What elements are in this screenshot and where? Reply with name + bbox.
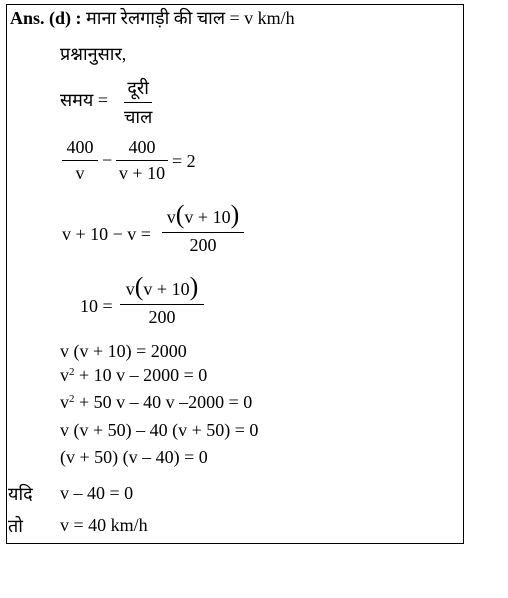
answer-label: Ans. (d) : (10, 8, 82, 28)
var-v: v (166, 207, 176, 227)
equals-two: = 2 (172, 151, 196, 171)
expr-rest: + 50 v – 40 v –2000 = 0 (74, 392, 253, 412)
eq2-numerator (162, 200, 244, 230)
eq2-fraction (162, 200, 244, 256)
exponent: 2 (69, 393, 75, 405)
eq3-fraction (120, 272, 204, 328)
minus-sign: − (102, 150, 113, 170)
eq2-denominator: 200 (189, 235, 217, 255)
time-denominator: चाल (124, 107, 153, 127)
open-paren: ( (134, 272, 144, 301)
open-paren: ( (175, 200, 185, 229)
fraction-400-over-v (62, 137, 98, 184)
time-label: समय = (60, 90, 109, 110)
eq3-lhs: 10 = (80, 296, 113, 316)
fraction-400-over-v-plus-10 (116, 137, 168, 184)
expr-rest: + 10 v – 2000 = 0 (74, 365, 208, 385)
step-line-6: v – 40 = 0 (60, 483, 134, 503)
inner-expr: v + 10 (184, 207, 231, 227)
denominator: v (75, 163, 85, 183)
var-v: v (60, 392, 69, 412)
exponent: 2 (69, 366, 75, 378)
inner-expr: v + 10 (143, 279, 190, 299)
step-line-5: (v + 50) (v – 40) = 0 (60, 447, 208, 467)
eq3-denominator: 200 (148, 307, 176, 327)
close-paren: ) (230, 200, 240, 229)
fraction-bar (62, 160, 98, 161)
var-v: v (125, 279, 135, 299)
if-word: यदि (8, 484, 33, 504)
fraction-bar (124, 102, 152, 103)
step-line-3 (60, 392, 252, 413)
time-fraction (124, 76, 152, 129)
answer-intro: माना रेलगाड़ी की चाल = v km/h (86, 8, 295, 28)
time-numerator: दूरी (127, 78, 149, 98)
final-answer: v = 40 km/h (60, 515, 148, 535)
according-to-question: प्रश्नानुसार, (60, 44, 127, 64)
step-line-2 (60, 365, 207, 386)
eq2-lhs: v + 10 − v = (62, 224, 151, 244)
close-paren: ) (189, 272, 199, 301)
eq3-numerator (120, 272, 204, 302)
fraction-bar (120, 304, 204, 305)
fraction-bar (162, 232, 244, 233)
step-line-4: v (v + 50) – 40 (v + 50) = 0 (60, 420, 259, 440)
var-v: v (60, 365, 69, 385)
denominator: v + 10 (118, 163, 166, 183)
answer-header (10, 6, 295, 30)
numerator: 400 (66, 137, 94, 157)
numerator: 400 (128, 137, 156, 157)
fraction-bar (116, 160, 168, 161)
then-word: तो (8, 516, 23, 536)
step-line-1: v (v + 10) = 2000 (60, 341, 187, 361)
